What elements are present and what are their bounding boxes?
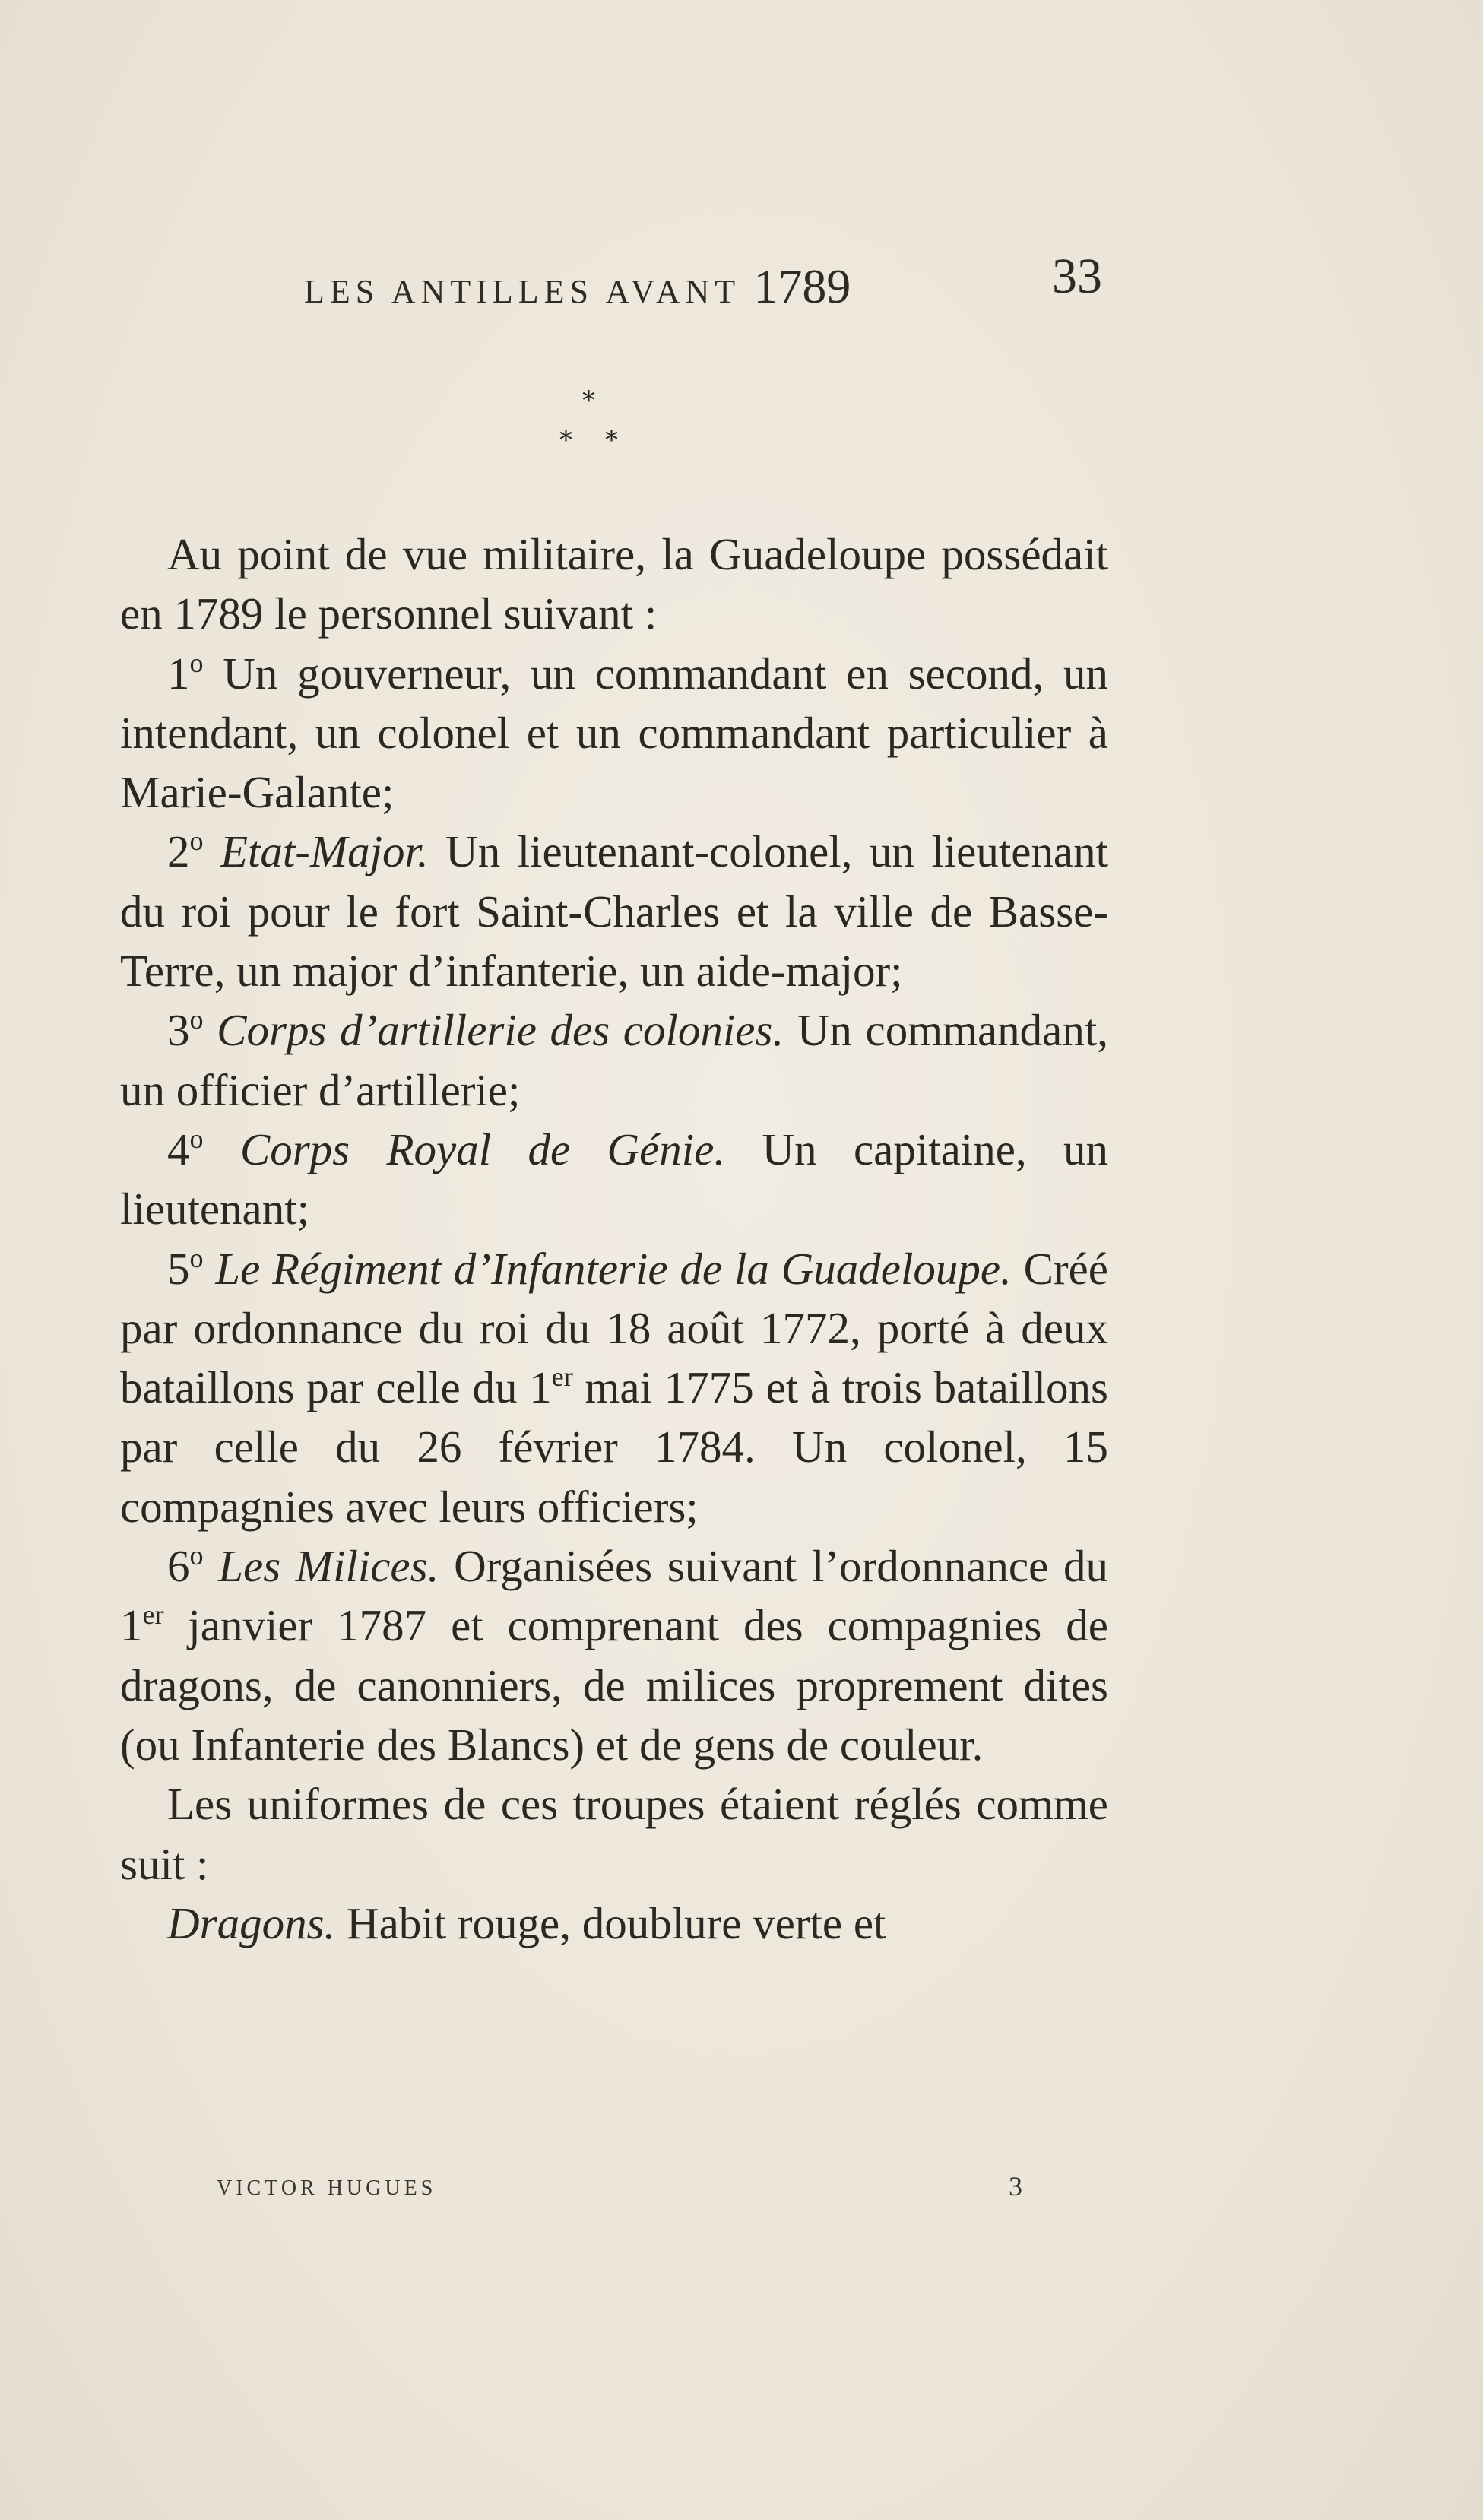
body-text bbox=[120, 525, 1108, 1953]
item-label: Dragons. bbox=[167, 1897, 336, 1948]
item-number: 6 bbox=[167, 1541, 190, 1592]
item-number: 1 bbox=[167, 648, 190, 699]
ordinal-indicator: o bbox=[189, 826, 204, 857]
item-label: Les Milices. bbox=[218, 1541, 439, 1592]
asterism-star: * bbox=[559, 425, 572, 455]
ordinal-indicator: o bbox=[189, 647, 204, 678]
item-number: 3 bbox=[167, 1005, 190, 1056]
item-label: Etat-Major. bbox=[220, 826, 429, 877]
ordinal-indicator: o bbox=[189, 1242, 204, 1273]
running-head-year: 1789 bbox=[753, 259, 851, 313]
ordinal-indicator: o bbox=[189, 1540, 204, 1571]
item-number: 2 bbox=[167, 826, 190, 877]
paragraph-uniforms: Les uniformes de ces troupes étaient réglés comme suit : bbox=[120, 1779, 1108, 1889]
asterism-divider bbox=[532, 385, 654, 471]
ordinal-indicator: o bbox=[189, 1123, 204, 1154]
asterism-star: * bbox=[605, 425, 618, 455]
asterism-star: * bbox=[582, 385, 595, 416]
paragraph-item-4: 4$^o$ Corps Royal de Génie. Un capitaine, un lieutenant; bbox=[120, 1123, 1108, 1235]
item-label: Corps Royal de Génie. bbox=[239, 1124, 726, 1174]
item-number: 5 bbox=[167, 1243, 190, 1294]
page-number: 33 bbox=[1052, 249, 1102, 304]
paragraph-intro: Au point de vue militaire, la Guadeloupe possédait en 1789 le personnel suivant : bbox=[120, 529, 1108, 639]
paragraph-item-5: 5$^o$ Le Régiment d’Infanterie de la Guadeloupe. Créé par ordonnance du roi du 18 août 1772, porté à deux bataillons par celle du 1er mai 1775 et à trois bataillons par celle du 26 février 1784. Un colonel, 15 compagnies avec leurs officiers; bbox=[120, 1242, 1108, 1532]
item-label: Le Régiment d’Infanterie de la Guadeloupe. bbox=[215, 1243, 1012, 1294]
ordinal-indicator: o bbox=[189, 1004, 204, 1035]
item-label: Corps d’artillerie des colonies. bbox=[217, 1005, 784, 1056]
ordinal-indicator: er bbox=[551, 1361, 573, 1393]
running-head bbox=[304, 242, 1102, 318]
signature-mark: VICTOR HUGUES bbox=[217, 2176, 437, 2200]
sheet-number: 3 bbox=[1009, 2171, 1022, 2201]
paragraph-item-3: 3$^o$ Corps d’artillerie des colonies. Un commandant, un officier d’artillerie; bbox=[120, 1004, 1109, 1115]
paragraph-dragons: Dragons. Habit rouge, doublure verte et bbox=[167, 1897, 886, 1948]
ordinal-indicator: er bbox=[142, 1599, 164, 1631]
page-footer bbox=[217, 2170, 1022, 2224]
paragraph-item-6: 6$^o$ Les Milices. Organisées suivant l’ordonnance du 1er janvier 1787 et comprenant des compagnies de dragons, de canonniers, de milices proprement dites (ou Infanterie des Blancs) et de gens de couleur. bbox=[120, 1540, 1109, 1770]
running-head-title: LES ANTILLES AVANT 1789 bbox=[304, 259, 851, 313]
item-number: 4 bbox=[167, 1124, 190, 1174]
paragraph-item-2: 2$^o$ Etat-Major. Un lieutenant-colonel, un lieutenant du roi pour le fort Saint-Charles et la ville de Basse-Terre, un major d’infanterie, un aide-major; bbox=[120, 826, 1109, 997]
paragraph-item-1: 1$^o$ Un gouverneur, un commandant en second, un intendant, un colonel et un commandant particulier à Marie-Galante; bbox=[120, 647, 1108, 818]
